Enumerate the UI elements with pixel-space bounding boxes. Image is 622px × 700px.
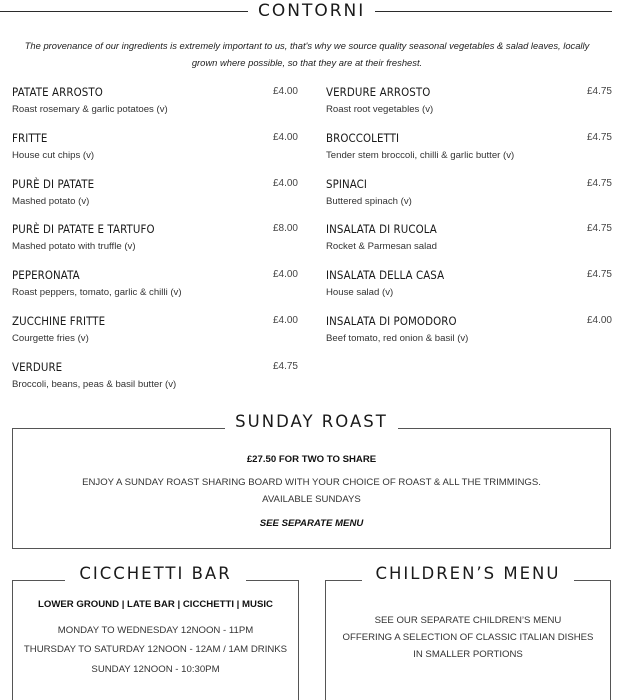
sunday-roast-box: [12, 412, 611, 549]
item-price: £4.75: [586, 269, 612, 281]
item-description: Rocket & Parmesan salad: [326, 241, 437, 253]
see-separate-menu-link[interactable]: SEE SEPARATE MENU: [259, 518, 364, 529]
item-description: Broccoli, beans, peas & basil butter (v): [12, 378, 177, 390]
item-description: Beef tomato, red onion & basil (v): [326, 332, 469, 344]
opening-hours-line: SUNDAY 12NOON - 10:30PM: [91, 664, 220, 675]
item-name: INSALATA DI RUCOLA: [326, 222, 437, 237]
childrens-menu-line: OFFERING A SELECTION OF CLASSIC ITALIAN DISHES: [342, 632, 594, 643]
contorni-heading-row: [0, 3, 612, 20]
menu-item: [12, 222, 298, 268]
item-name: VERDURE ARROSTO: [326, 85, 431, 99]
item-description: House salad (v): [326, 287, 394, 299]
childrens-menu-line: IN SMALLER PORTIONS: [413, 649, 523, 660]
sunday-roast-availability: AVAILABLE SUNDAYS: [262, 494, 361, 505]
item-price: £4.75: [586, 223, 612, 235]
item-price: £4.75: [586, 177, 612, 189]
menu-item: [12, 360, 298, 406]
menu-item: [326, 85, 612, 131]
menu-item: [12, 177, 298, 223]
heading-rule-left: [0, 11, 248, 12]
item-price: £4.75: [586, 131, 612, 143]
sunday-roast-heading: SUNDAY ROAST: [227, 412, 396, 431]
menu-item: [12, 314, 298, 360]
cicchetti-bar-subtitle: LOWER GROUND | LATE BAR | CICCHETTI | MUSIC: [38, 599, 273, 610]
menu-item: [326, 268, 612, 314]
item-description: Tender stem broccoli, chilli & garlic butter (v): [326, 149, 515, 161]
item-price: £4.75: [586, 86, 612, 97]
opening-hours-line: THURSDAY TO SATURDAY 12NOON - 12AM / 1AM DRINKS: [23, 644, 288, 655]
menu-item: [12, 131, 298, 177]
item-name: PEPERONATA: [12, 268, 80, 283]
item-name: VERDURE: [12, 359, 63, 374]
menu-item: [12, 85, 298, 131]
item-name: FRITTE: [12, 130, 48, 145]
sunday-roast-description: ENJOY A SUNDAY ROAST SHARING BOARD WITH YOUR CHOICE OF ROAST & ALL THE TRIMMINGS.: [82, 477, 541, 488]
cicchetti-bar-heading: CICCHETTI BAR: [71, 564, 239, 583]
item-price: £4.00: [272, 86, 298, 97]
item-price: £4.75: [272, 360, 298, 372]
item-price: £4.00: [586, 314, 612, 326]
item-price: £4.00: [272, 177, 298, 189]
item-description: Roast peppers, tomato, garlic & chilli (v): [12, 287, 182, 299]
intro-line-1: The provenance of our ingredients is extremely important to us, that's why we source quality seasonal vegetables & salad leaves, locally: [24, 40, 590, 51]
item-description: Roast rosemary & garlic potatoes (v): [12, 104, 168, 115]
item-name: PATATE ARROSTO: [12, 85, 103, 99]
item-name: PURÈ DI PATATE E TARTUFO: [12, 222, 155, 237]
item-name: INSALATA DI POMODORO: [326, 313, 457, 328]
item-price: £4.00: [272, 269, 298, 281]
item-description: Mashed potato (v): [12, 195, 90, 207]
item-description: Roast root vegetables (v): [326, 104, 434, 115]
contorni-intro: [14, 37, 600, 71]
item-name: INSALATA DELLA CASA: [326, 268, 445, 283]
contorni-heading: CONTORNI: [258, 1, 366, 21]
sunday-roast-heading-wrap: [13, 414, 610, 432]
item-description: Buttered spinach (v): [326, 195, 412, 207]
opening-hours-line: MONDAY TO WEDNESDAY 12NOON - 11PM: [57, 625, 254, 636]
menu-item: [326, 131, 612, 177]
sunday-roast-price: £27.50 FOR TWO TO SHARE: [246, 454, 377, 465]
item-name: ZUCCHINE FRITTE: [12, 313, 106, 328]
childrens-menu-heading: CHILDREN’S MENU: [368, 564, 569, 583]
menu-column-left: [12, 85, 298, 406]
item-description: Courgette fries (v): [12, 332, 89, 344]
menu-item: [12, 268, 298, 314]
item-name: PURÈ DI PATATE: [12, 176, 95, 191]
item-price: £4.00: [272, 314, 298, 326]
item-name: BROCCOLETTI: [326, 130, 400, 145]
menu-item: [326, 177, 612, 223]
intro-line-2: grown where possible, so that they are at their freshest.: [191, 57, 423, 68]
item-price: £4.00: [272, 131, 298, 143]
childrens-menu-line: SEE OUR SEPARATE CHILDREN’S MENU: [374, 615, 562, 626]
item-description: House cut chips (v): [12, 149, 95, 161]
childrens-menu-heading-wrap: [326, 566, 610, 584]
heading-rule-right: [375, 11, 612, 12]
menu-column-right: [326, 85, 612, 360]
cicchetti-bar-box: [12, 564, 299, 700]
menu-item: [326, 314, 612, 360]
menu-item: [326, 222, 612, 268]
item-description: Mashed potato with truffle (v): [12, 241, 136, 253]
childrens-menu-box: [325, 564, 611, 700]
cicchetti-bar-heading-wrap: [13, 566, 298, 584]
item-price: £8.00: [272, 223, 298, 235]
item-name: SPINACI: [326, 176, 368, 191]
